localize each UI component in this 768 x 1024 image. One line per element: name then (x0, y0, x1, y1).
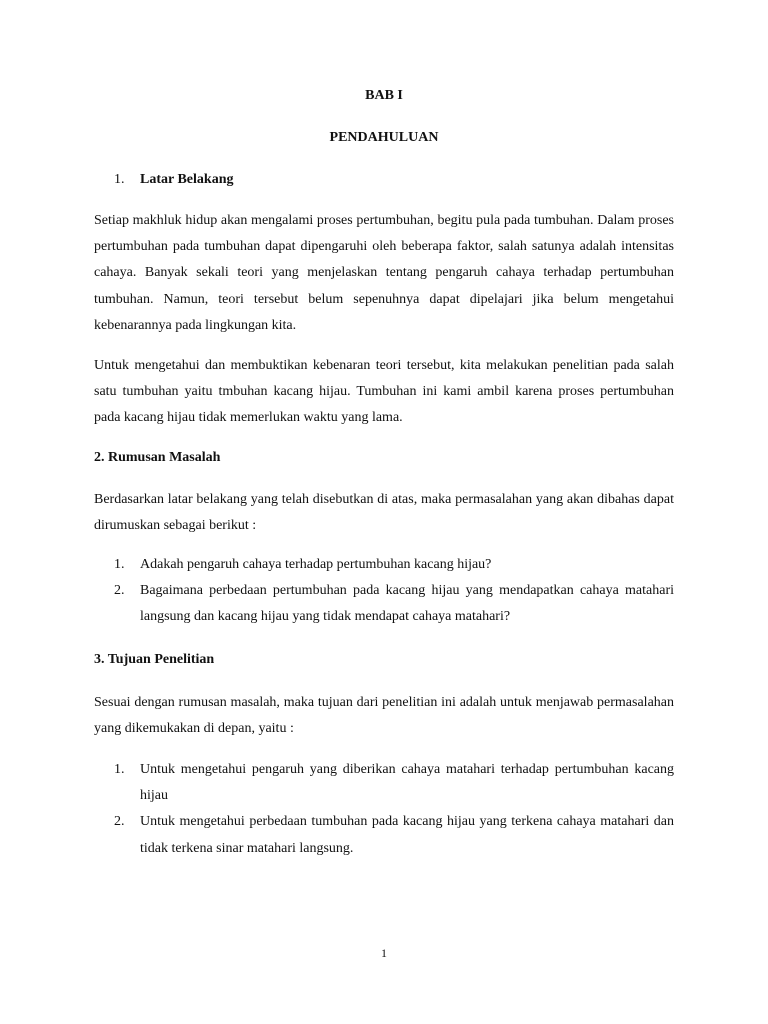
list-item-text: Bagaimana perbedaan pertumbuhan pada kacang hijau yang mendapatkan cahaya matahari langsung dan kacang hijau yang tidak mendapat cahaya matahari? (140, 583, 674, 625)
tujuan-penelitian-list (94, 757, 674, 862)
section-number: 1. (114, 172, 125, 187)
list-item-text: Untuk mengetahui pengaruh yang diberikan cahaya matahari terhadap pertumbuhan kacang hijau (140, 762, 674, 804)
page-number: 1 (381, 946, 387, 960)
paragraph-latar-belakang-1: Setiap makhluk hidup akan mengalami proses pertumbuhan, begitu pula pada tumbuhan. Dalam proses pertumbuhan pada tumbuhan dapat dipengaruhi oleh beberapa faktor, salah satunya adalah intensitas cahaya. Banyak sekali teori yang menjelaskan tentang pengaruh cahaya terhadap pertumbuhan tumbuhan. Namun, teori tersebut belum sepenuhnya dapat dipelajari jika belum mengetahui kebenarannya pada lingkungan kita. (94, 213, 674, 333)
section-latar-belakang-heading (94, 172, 233, 188)
rumusan-masalah-list (94, 552, 674, 631)
list-item-number: 2. (114, 814, 125, 830)
section-rumusan-masalah-heading: 2. Rumusan Masalah (94, 450, 221, 465)
section-tujuan-penelitian-heading: 3. Tujuan Penelitian (94, 652, 215, 667)
list-item-text: Untuk mengetahui perbedaan tumbuhan pada kacang hijau yang terkena cahaya matahari dan tidak terkena sinar matahari langsung. (140, 814, 674, 856)
list-item (94, 809, 674, 861)
chapter-title: PENDAHULUAN (329, 130, 439, 145)
paragraph-latar-belakang-2: Untuk mengetahui dan membuktikan kebenaran teori tersebut, kita melakukan penelitian pada salah satu tumbuhan yaitu tmbuhan kacang hijau. Tumbuhan ini kami ambil karena proses pertumbuhan pada kacang hijau tidak memerlukan waktu yang lama. (94, 358, 674, 426)
list-item (94, 578, 674, 630)
paragraph-tujuan-intro: Sesuai dengan rumusan masalah, maka tujuan dari penelitian ini adalah untuk menjawab permasalahan yang dikemukakan di depan, yaitu : (94, 695, 674, 737)
section-title: Latar Belakang (140, 172, 234, 187)
paragraph-rumusan-intro: Berdasarkan latar belakang yang telah disebutkan di atas, maka permasalahan yang akan dibahas dapat dirumuskan sebagai berikut : (94, 492, 674, 534)
list-item-number: 2. (114, 583, 125, 599)
list-item-text: Adakah pengaruh cahaya terhadap pertumbuhan kacang hijau? (140, 557, 492, 572)
list-item (94, 757, 674, 809)
list-item-number: 1. (114, 762, 125, 777)
chapter-label: BAB I (365, 88, 403, 103)
list-item (94, 552, 674, 578)
list-item-number: 1. (114, 557, 125, 572)
